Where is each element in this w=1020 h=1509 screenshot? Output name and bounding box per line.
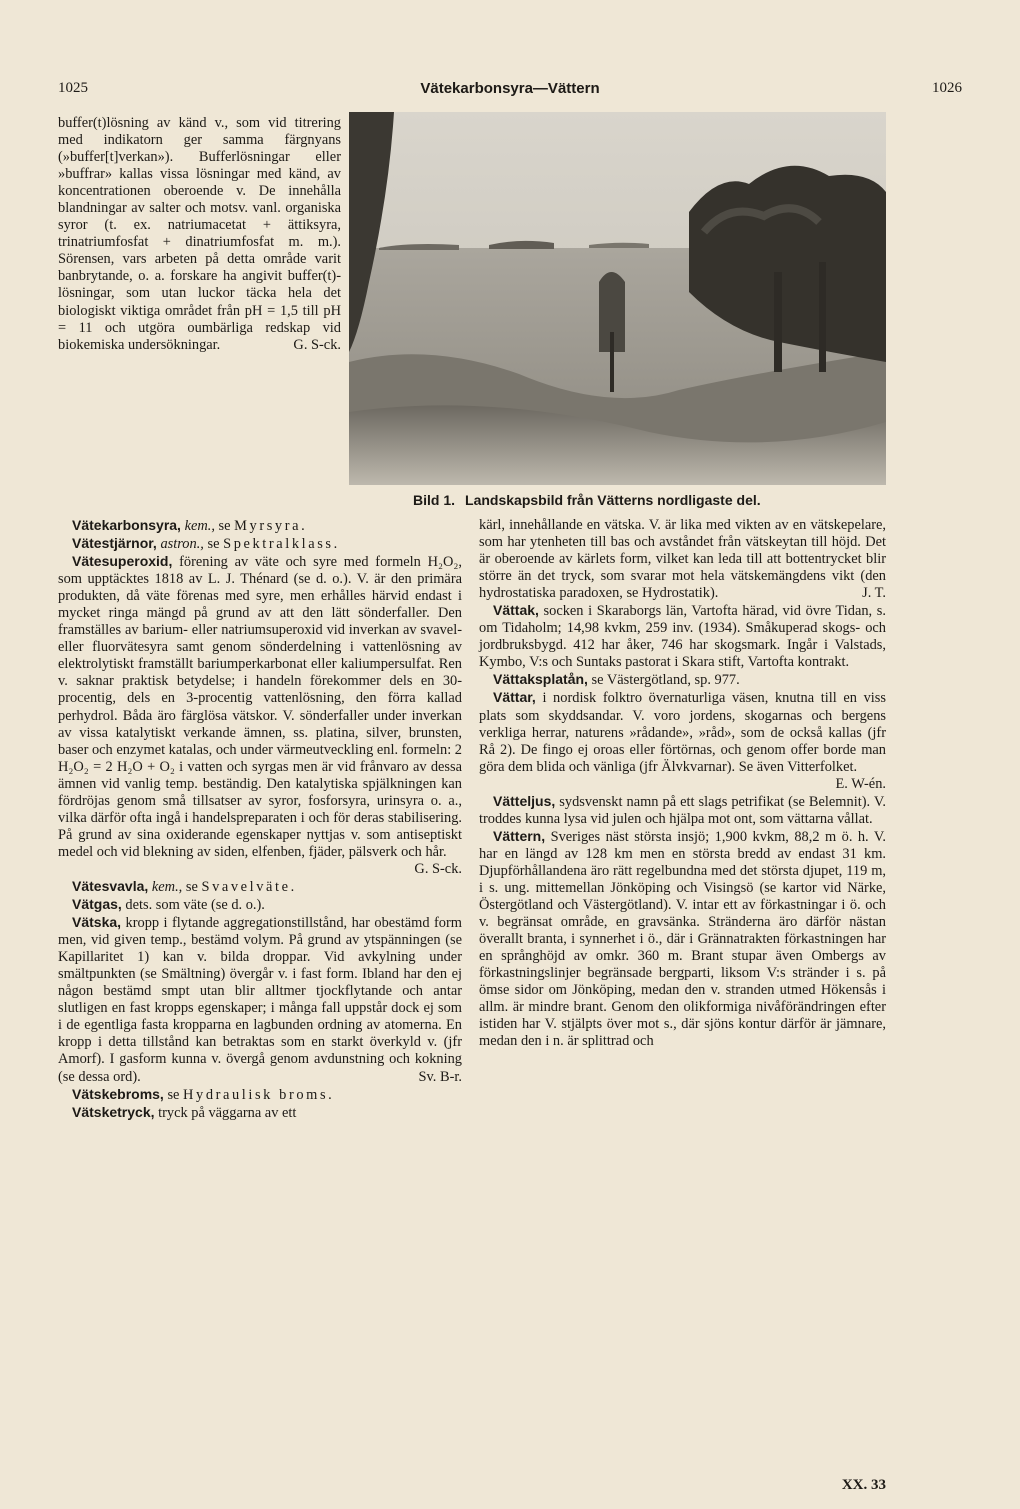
entry-field-label: astron., [160,536,204,553]
entry-headword: Vätska, [72,914,122,931]
entry-field-label: kem., [184,518,215,534]
left-column-top [58,115,341,354]
entry-text: i nordisk folktro övernaturliga väsen, knutna till en viss plats som skyddsandar. V. voro jordens, skogarnas och bergens verkliga herrar, naturens »rådande», »råd», som de också kallas (jfr Rå 2). De fingo ej oroas eller förtörnas, och genom offer borde man göra dem blida och vänliga (jfr Älvkvarnar). Se även Vitterfolket. [479,690,886,775]
author-signature: G. S-ck. [414,860,462,877]
entry-cross-reference: Svavelväte [201,878,291,895]
entry-text: kärl, innehållande en vätska. V. är lika med vikten av en vätskepelare, som har ytenheten till bas och avståndet från vätskeytan till höjd. Det är oberoende av kärlets form, vilket kan leda till att bottentrycket blir större än det tryck, som svarar mot hela vätskemängdens vikt (den hydrostatiska paradoxen, se Hydrostatik). [479,517,886,602]
entry [58,878,462,896]
running-header [58,80,962,102]
entry [479,828,886,1051]
entry-headword: Vätgas, [72,896,122,913]
author-signature: E. W-én. [835,775,886,792]
entry-text: tryck på väggarna av ett [158,1104,297,1121]
entry-headword: Vätestjärnor, [72,535,157,552]
entry-text: Sveriges näst största insjö; 1,900 kvkm, 88,2 m ö. h. V. har en längd av 128 km men en största bredd av endast 31 km. Djupförhållandena äro rätt regelbundna med det största djupet, 119 m, i s. ung. mittemellan Jönköping och Visingsö (se kartor vid Närke, Östergötland och Västergötland). V. intar ett av förkastningar i ö. och v. begränsat område, en gravsänka. Stränderna äro därför nästan överallt branta, i synnerhet i ö., där i Grännatrakten förkastningen har en språnghöjd av omkr. 360 m. Brant stupar även Ombergs av förkastningslinjer begränsade bergparti, liksom V:s stränder i s. på ömse sidor om Jönköping, medan den v. stranden utmed Hökensås i allm. är mindre brant. Genom den olikformiga nivåförändringen efter istiden har V. stjälpts över mot s., där sjöns kontur därför är jämnare, medan den i n. är splittrad och [479,828,886,1050]
entry-see-word: se [167,1086,184,1103]
caption-label: Bild 1. [413,492,456,508]
running-title: Vätekarbonsyra—Vättern [420,80,600,97]
entry [58,1104,462,1122]
paragraph: buffer(t)lösning av känd v., som vid titrering med indikatorn ger samma färgnyans (»buffer[t]verkan»). Bufferlösningar eller »buffrar» kallas vissa lösningar med känd, av koncentrationen oberoende v. De innehålla blandningar av salter och motsv. vanl. organiska syror (t. ex. natriumacetat + ättiksyra, trinatriumfosfat + dinatriumfosfat m. m.). Sörensen, vars arbeten på detta område varit banbrytande, o. a. forskare ha angivit buffer(t)-lösningar, som utan luckor täcka hela det biologiskt viktiga området från pH = 1,5 till pH = 11 och utgöra oumbärliga redskap vid biokemiska undersökningar. G. S-ck. [58,115,341,353]
entry [479,517,886,602]
landscape-photo [349,112,886,485]
entry-cross-reference: Myrsyra [234,518,302,534]
right-page-number: 1026 [932,80,962,96]
entry [58,1086,462,1104]
entry-text: se Västergötland, sp. 977. [591,672,740,689]
entry-text: . [290,878,295,895]
entry-headword: Vättern, [493,827,546,844]
entry-see-word: se [185,878,202,895]
entry [479,602,886,671]
entry [58,517,462,535]
entry [58,914,462,1085]
entry [58,896,462,914]
entry-headword: Vättaksplatån, [493,671,588,688]
entry [479,793,886,828]
left-column-entries [58,517,462,1122]
caption-text: Landskapsbild från Vätterns nordligaste del. [465,492,761,508]
entry-headword: Vätekarbonsyra, [72,517,181,533]
sheet-signature: XX. 33 [841,1477,886,1493]
right-column-entries [479,517,886,1050]
entry-field-label: kem., [151,878,183,895]
entry-text: förening av väte och syre med formeln H₂O₂, som upptäcktes 1818 av L. J. Thénard (se d. o.). V. är den primära produkten, då väte förenas med syre, men erhålles härvid endast i mycket ringa mängd på grund av att den lätt sönderfaller. Den framställes av barium- eller natriumsuperoxid vid inverkan av svavel- eller fluorvätesyra samt genom sönderdelning i vattenlösning av elektrolytiskt framställt bariumperkarbonat eller kaliumpersulfat. Ren v. saknar praktisk betydelse; i handeln förekommer dels en 30-procentig, dels en 3-procentig vattenlösning, den förra kallad perhydrol. Båda äro färglösa vätskor. V. sönderfaller under inverkan av vissa katalytiskt verkande ämnen, ss. platina, silver, brunsten, baser och enzymet katalas, och under värmeutveckling enl. formeln: 2 H₂O₂ = 2 H₂O + O₂ i vatten och syrgas men är vid frånvaro av dessa ämnen vid vanlig temp. beständig. Den katalytiska spjälkningen kan fördröjas genom små tillsatser av syror, fosforsyra, urinsyra o. a., vilka därför ofta ingå i handelspreparaten i och för deras stabilisering. På grund av sina oxiderande egenskaper nyttjas v. som antiseptiskt medel och vid blekning av siden, elfenben, fjäder, pälsverk och hår. [58,554,462,860]
entry-headword: Vättar, [493,689,536,706]
entry-text: sydsvenskt namn på ett slags petrifikat (se Belemnit). V. troddes kunna lysa vid julen och hjälpa mot ont, som vättarna vållat. [479,793,886,827]
entry-headword: Vätesuperoxid, [72,553,173,570]
entry-text: . [328,1086,332,1103]
entry-text: . [333,536,338,553]
entry-text: . [301,518,305,534]
entry-see-word: se [218,518,235,534]
lake-landscape-image [349,112,886,485]
entry-see-word: se [207,536,224,553]
entry-cross-reference: Hydraulisk broms [183,1086,329,1103]
entry-headword: Vättak, [493,602,539,619]
entry-headword: Vätteljus, [493,792,556,809]
entry [58,553,462,878]
entry-headword: Vätesvavla, [72,877,149,894]
entry-text: socken i Skaraborgs län, Vartofta härad, vid övre Tidan, s. om Tidaholm; 14,98 kvkm, 259 inv. (1934). Småkuperad skogs- och jordbruksbygd. 412 har åker, 746 har skogsmark. Ingår i Valstads, Kymbo, V:s och Suntaks pastorat i Skara stift, Vartofta kontrakt. [479,603,886,671]
author-signature: Sv. B-r. [418,1068,462,1085]
entry [479,689,886,792]
author-signature: G. S-ck. [293,336,341,353]
author-signature: J. T. [862,585,886,602]
entry [479,671,886,689]
entry-headword: Vätskebroms, [72,1085,164,1102]
photo-caption [413,492,886,508]
entry-headword: Vätsketryck, [72,1103,155,1120]
entry [58,535,462,553]
entry-text: dets. som väte (se d. o.). [125,897,265,914]
entry-cross-reference: Spektralklass [223,536,334,553]
left-page-number: 1025 [58,80,88,96]
entry-text: kropp i flytande aggregationstillstånd, har obestämd form men, vid given temp., bestämd volym. På grund av ytspänningen (se Kapillaritet 1) kan v. bilda droppar. Vid avkylning under smältpunkten (se Smältning) övergår v. i fast form. Ibland har den ej någon bestämd smpt utan blir alltmer tjockflytande och antar slutligen en fast kropps egenskaper; i många fall uppstår dock ej som i de egentliga fasta kropparna en lagbunden ordning av atomerna. En kropp i detta tillstånd kan betraktas som en starkt överkyld v. (jfr Amorf). I gasform kunna v. övergå genom avdunstning och kokning (se dessa ord). [58,915,462,1085]
